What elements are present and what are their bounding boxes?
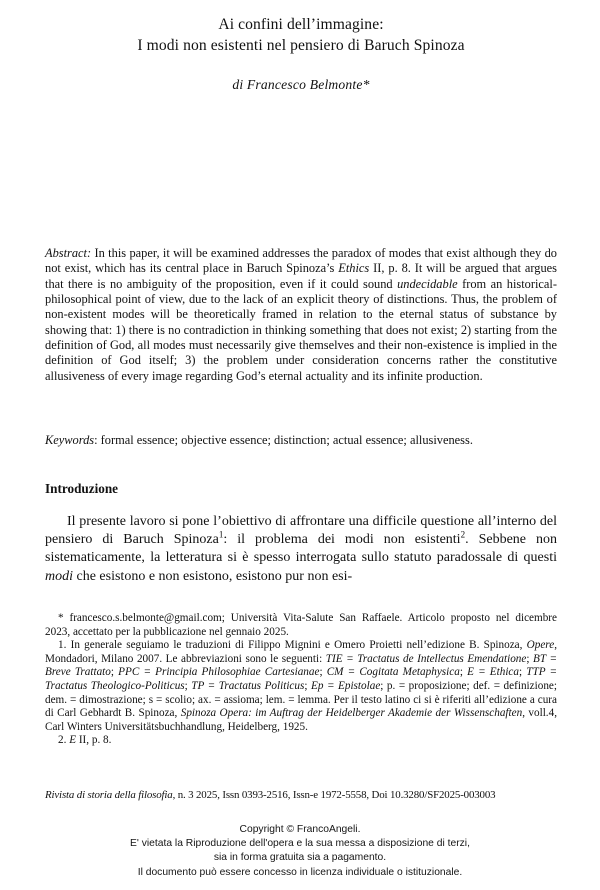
abstract-italic-term: Ethics <box>338 261 370 276</box>
footnote-italic-run: Spinoza Opera: im Auftrag der Heidelberger Akademie der Wissenschaften <box>180 707 523 720</box>
body-italic-term: modi <box>45 568 73 584</box>
footnote-ref-1[interactable]: 1 <box>218 529 224 540</box>
page-title-line-1: Ai confini dell’immagine: <box>218 16 384 33</box>
footnote-roman-run: ; <box>110 666 119 679</box>
footnote-italic-run: E <box>69 734 77 747</box>
footnote-roman-run: In generale seguiamo le traduzioni di Filippo Mignini e Omero Proietti nell’edizione B. Spinoza, <box>66 639 527 652</box>
copyright-line-4: Il documento può essere concesso in licenza individuale o istituzionale. <box>137 866 463 878</box>
section-heading-introduzione: Introduzione <box>45 481 119 496</box>
footnote-roman-run: ; <box>304 679 311 692</box>
abstract-italic-term: undecidable <box>397 276 458 291</box>
footnote-italic-run: E = Ethica <box>467 666 519 679</box>
keywords-block <box>45 433 557 448</box>
body-paragraph <box>45 513 557 586</box>
footnote-roman-run: II, p. 8. <box>76 734 112 747</box>
footnote-roman-run: ; <box>518 666 527 679</box>
footnote-roman-run: , Mondadori, Milano 2007. Le abbreviazioni sono le seguenti: <box>45 639 557 665</box>
author-byline: di Francesco Belmonte* <box>232 77 370 92</box>
footnote-marker-1: 1. <box>58 639 67 652</box>
keywords-text: : formal essence; objective essence; distinction; actual essence; allusiveness. <box>94 433 473 447</box>
footnote-text-star: francesco.s.belmonte@gmail.com; Università Vita-Salute San Raffaele. Articolo proposto nel dicembre 2023, accettato per la pubblicazione nel gennaio 2025. <box>45 612 557 638</box>
copyright-line-2: E' vietata la Riproduzione dell'opera e la sua messa a disposizione di terzi, <box>130 838 470 850</box>
footnote-italic-run: CM = Cogitata Metaphysica <box>326 666 460 679</box>
footnote-roman-run: ; <box>459 666 468 679</box>
copyright-line-3: sia in forma gratuita sia a pagamento. <box>213 852 387 864</box>
page-title-line-2: I modi non esistenti nel pensiero di Baruch Spinoza <box>137 37 465 54</box>
footnote-2 <box>45 734 557 748</box>
footnote-text-2 <box>66 734 111 746</box>
abstract-block <box>45 246 557 384</box>
footnote-italic-run: PPC = Principia Philosophiae Cartesianae <box>118 666 320 679</box>
abstract-text: In this paper, it will be examined addresses the paradox of modes that exist although they do not exist, which has its central place in Baruch Spinoza’s Ethics II, p. 8. It will be argued that argues that there is no ambiguity of the proposition, even if it could sound undecidable from an historical-philosophical point of view, due to the lack of an explicit theory of distinctions. Thus, the problem of non-existent modes will be theoretically framed in relation to the eternal status of substance by showing that: 1) there is no contradiction in thinking something that does not exist; 2) starting from the definition of God, all modes must necessarily give themselves and their non-existence is implied in the definition of God itself; 3) the problem under consideration concerns rather the constitutive allusiveness of every image regarding God’s eternal actuality and its infinite production. <box>45 246 558 383</box>
footnote-italic-run: Opere <box>526 639 555 652</box>
journal-issue-info: , n. 3 2025, Issn 0393-2516, Issn-e 1972-5558, Doi 10.3280/SF2025-003003 <box>172 789 496 801</box>
footnote-roman-run: , voll.4, Carl Winters Universitätsbuchhandlung, Heidelberg, 1925. <box>45 707 557 733</box>
body-text-middle: : il problema dei modi non esistenti <box>223 532 461 548</box>
title-block <box>45 14 557 93</box>
body-text-before-note1: Il presente lavoro si pone l’obiettivo di affrontare una difficile questione all’interno del pensiero di Baruch Spinoza <box>45 514 557 548</box>
body-text-tail: che esistono e non esistono, esistono pur non esi- <box>73 568 353 584</box>
footnote-roman-run: ; <box>319 666 327 679</box>
footnote-ref-2[interactable]: 2 <box>460 529 466 540</box>
footnote-italic-run: TIE = Tractatus de Intellectus Emendatione <box>325 652 527 665</box>
footnote-roman-run: ; p. = proposizione; def. = definizione; dem. = dimostrazione; s = scolio; ax. = assioma; lem. = lemma. Per il testo latino ci si è riferiti all’edizione a cura di Carl Gebhardt B. Spinoza, <box>45 679 557 720</box>
copyright-footer <box>0 823 600 880</box>
footnotes-block <box>45 612 557 748</box>
footnote-italic-run: TTP = Tractatus Theologico-Politicus <box>45 666 558 692</box>
footnote-star <box>45 612 557 639</box>
keywords-label: Keywords <box>45 433 95 447</box>
footnote-italic-run: TP = Tractatus Politicus <box>191 679 305 692</box>
footnote-marker-2: 2. <box>58 734 67 747</box>
footnote-italic-run: BT = Breve Trattato <box>45 652 557 679</box>
footnote-1 <box>45 639 557 734</box>
footnote-text-1 <box>45 639 557 733</box>
footnote-roman-run: ; <box>184 679 192 692</box>
footnote-marker-star: * <box>58 612 64 624</box>
footnote-italic-run: Ep = Epistolae <box>310 679 381 692</box>
abstract-label: Abstract: <box>45 246 92 260</box>
footnote-roman-run: ; <box>526 652 534 665</box>
body-text-after-note2: . Sebbene non sistematicamente, la letteratura si è spesso interrogata sullo statuto paradossale di questi <box>45 532 557 566</box>
journal-name: Rivista di storia della filosofia <box>45 789 173 801</box>
journal-citation-line <box>45 788 561 802</box>
copyright-line-1: Copyright © FrancoAngeli. <box>239 824 361 835</box>
